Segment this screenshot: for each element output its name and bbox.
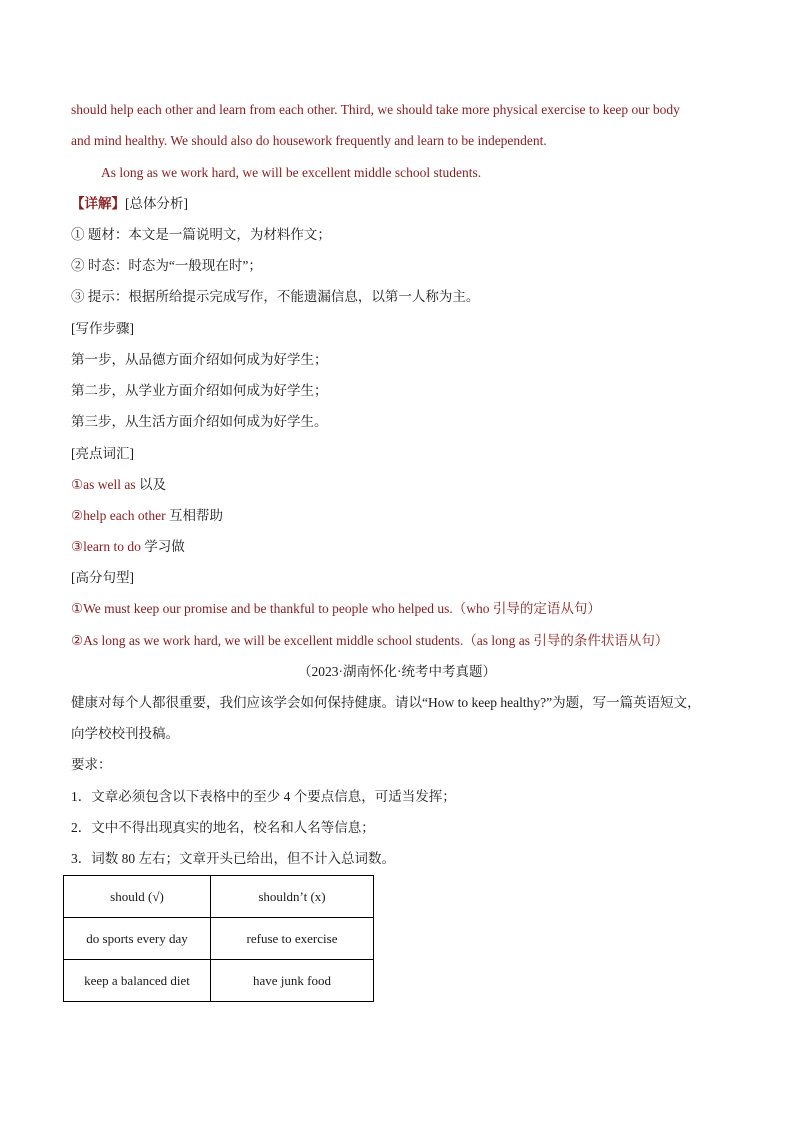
essay-line-3: As long as we work hard, we will be excellent middle school students. xyxy=(101,165,482,180)
table-cell: refuse to exercise xyxy=(211,918,374,960)
table-header-row xyxy=(64,876,374,918)
detail-label: 【详解】 xyxy=(71,196,125,211)
vocab-chinese: 学习做 xyxy=(140,539,185,554)
vocab-chinese: 以及 xyxy=(135,477,166,492)
vocab-item xyxy=(71,508,223,524)
vocab-chinese: 互相帮助 xyxy=(165,508,223,523)
sentence-item: ②As long as we work hard, we will be excellent middle school students.（as long as 引导的条件状语从句） xyxy=(71,633,669,648)
overall-analysis-label: [总体分析] xyxy=(125,196,188,211)
table-header-cell: shouldn’t (x) xyxy=(211,876,374,918)
table-cell: do sports every day xyxy=(64,918,211,960)
requirement-item: 2．文中不得出现真实的地名，校名和人名等信息； xyxy=(71,820,375,835)
step-item: 第二步，从学业方面介绍如何成为好学生； xyxy=(71,383,328,398)
vocab-number: ③ xyxy=(71,539,84,554)
essay-line-1: should help each other and learn from each other. Third, we should take more physical exercise to keep our body xyxy=(71,102,680,117)
exam-source: （2023·湖南怀化·统考中考真题） xyxy=(298,664,496,679)
step-item: 第三步，从生活方面介绍如何成为好学生。 xyxy=(71,414,328,429)
table-cell: keep a balanced diet xyxy=(64,960,211,1002)
requirements-heading: 要求： xyxy=(71,757,112,772)
should-shouldnt-table xyxy=(63,875,374,1002)
vocab-english: as well as xyxy=(83,477,136,492)
table-header-cell: should (√) xyxy=(64,876,211,918)
task-prompt-line-2: 向学校校刊投稿。 xyxy=(71,726,179,741)
analysis-heading xyxy=(71,196,188,212)
requirement-item: 1．文章必须包含以下表格中的至少 4 个要点信息，可适当发挥； xyxy=(71,789,456,804)
sentence-item: ①We must keep our promise and be thankful to people who helped us.（who 引导的定语从句） xyxy=(71,601,601,616)
vocab-number: ① xyxy=(71,477,84,492)
essay-line-2: and mind healthy. We should also do housework frequently and learn to be independent. xyxy=(71,133,547,148)
vocab-item xyxy=(71,539,185,555)
steps-heading: [写作步骤] xyxy=(71,321,134,336)
requirement-item: 3．词数 80 左右；文章开头已给出，但不计入总词数。 xyxy=(71,851,395,866)
table-row xyxy=(64,918,374,960)
vocab-item xyxy=(71,477,166,493)
vocab-english: help each other xyxy=(83,508,166,523)
analysis-point: ① 题材：本文是一篇说明文，为材料作文； xyxy=(71,227,331,242)
sentences-heading: [高分句型] xyxy=(71,570,134,585)
vocab-heading: [亮点词汇] xyxy=(71,446,134,461)
vocab-number: ② xyxy=(71,508,84,523)
analysis-point: ② 时态：时态为“一般现在时”； xyxy=(71,258,262,273)
vocab-english: learn to do xyxy=(83,539,141,554)
table-row xyxy=(64,960,374,1002)
analysis-point: ③ 提示：根据所给提示完成写作，不能遗漏信息，以第一人称为主。 xyxy=(71,289,480,304)
step-item: 第一步，从品德方面介绍如何成为好学生； xyxy=(71,352,328,367)
task-prompt-line-1: 健康对每个人都很重要，我们应该学会如何保持健康。请以“How to keep healthy?”为题，写一篇英语短文， xyxy=(71,695,701,710)
table-cell: have junk food xyxy=(211,960,374,1002)
